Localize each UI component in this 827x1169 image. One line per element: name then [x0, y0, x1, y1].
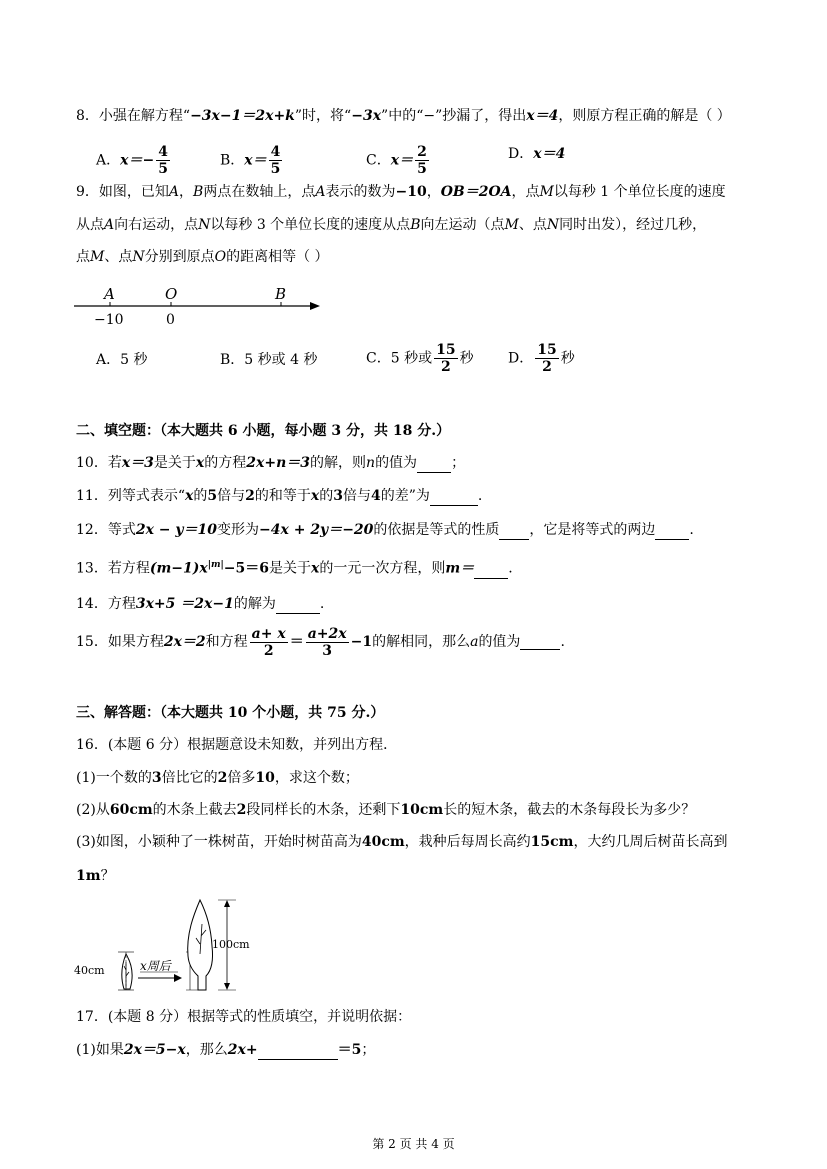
tree-height-40: 40cm	[74, 964, 105, 977]
q8-option-b: B．x＝ $\frac{4}{5}$	[220, 144, 281, 177]
q16-part2: (2)从60cm的木条上截去2段同样长的木条，还剩下10cm长的短木条，截去的木条每段长为多少？	[76, 802, 696, 818]
section-2-heading: 二、填空题：（本大题共 6 小题，每小题 3 分，共 18 分.）	[76, 423, 451, 439]
q9-option-b: B．5 秒或 4 秒	[220, 352, 318, 368]
axis-value-a: −10	[94, 312, 124, 328]
q17-part1: (1)如果2x＝5−x，那么2x+ ＝5；	[76, 1042, 376, 1058]
tree-growth-figure	[72, 894, 272, 996]
q9-option-d: D． $\frac{15}{2}$ 秒	[508, 342, 575, 375]
q15: 15．如果方程2x＝2和方程 $\frac{a+ x}{2}$ ＝ $\frac{a+2x}{3}$ −1的解相同，那么a的值为 .	[76, 625, 565, 659]
q13: 13．若方程$(m-1)x^{|m|}-5=6$是关于x的一元一次方程，则m＝ .	[76, 560, 513, 577]
q16-part3-cont: 1m？	[76, 868, 115, 884]
q8-option-a: A．x＝− $\frac{4}{5}$	[96, 144, 168, 177]
q11: 11．列等式表示“x的5倍与2的和等于x的3倍与4的差”为 .	[76, 488, 483, 504]
q9-stem-line1: 9．如图，已知A，B两点在数轴上，点A表示的数为−10，OB＝2OA，点M以每秒 1 个单位长度的速度	[76, 184, 726, 200]
section-3-heading: 三、解答题：（本大题共 10 个小题，共 75 分.）	[76, 705, 385, 721]
axis-label-o: O	[165, 285, 178, 303]
axis-label-a: A	[104, 285, 115, 303]
q16-part1: (1)一个数的3倍比它的2倍多10，求这个数；	[76, 770, 359, 786]
q16-part3: (3)如图，小颖种了一株树苗，开始时树苗高为40cm，栽种后每周长高约15cm，大约几周后树苗长高到	[76, 834, 728, 850]
q16-head: 16．(本题 6 分）根据题意设未知数，并列出方程．	[76, 737, 398, 753]
axis-label-b: B	[275, 285, 287, 303]
q9-stem-line2: 从点A向右运动，点N以每秒 3 个单位长度的速度从点B向左运动（点M、点N同时出发），经过几秒，	[76, 217, 707, 233]
q9-option-c: C．5 秒或 $\frac{15}{2}$ 秒	[366, 342, 474, 375]
q9-option-a: A．5 秒	[96, 352, 148, 368]
q10: 10．若x＝3是关于x的方程2x+n＝3的解，则n的值为 ；	[76, 455, 466, 471]
q17-head: 17．(本题 8 分）根据等式的性质填空，并说明依据：	[76, 1009, 412, 1025]
q12: 12．等式2x − y＝10变形为−4x + 2y＝−20的依据是等式的性质 ，它是将等式的两边 .	[76, 522, 694, 538]
number-line-figure	[70, 280, 330, 330]
q8-option-d: D．x＝4	[508, 146, 566, 162]
axis-value-o: 0	[166, 312, 175, 328]
tree-height-100: 100cm	[212, 938, 250, 951]
q9-stem-line3: 点M、点N分别到原点O的距离相等（ ）	[76, 249, 329, 265]
q8-stem: 8．小强在解方程“−3x−1＝2x+k”时，将“−3x”中的“−”抄漏了，得出x＝4，则原方程正确的解是（ ）	[76, 108, 731, 124]
q14: 14．方程3x+5 ＝2x−1的解为 .	[76, 596, 325, 612]
weeks-label: x周后	[140, 959, 171, 973]
page-footer: 第 2 页 共 4 页	[372, 1137, 455, 1151]
q8-option-c: C．x＝ $\frac{2}{5}$	[366, 144, 427, 177]
